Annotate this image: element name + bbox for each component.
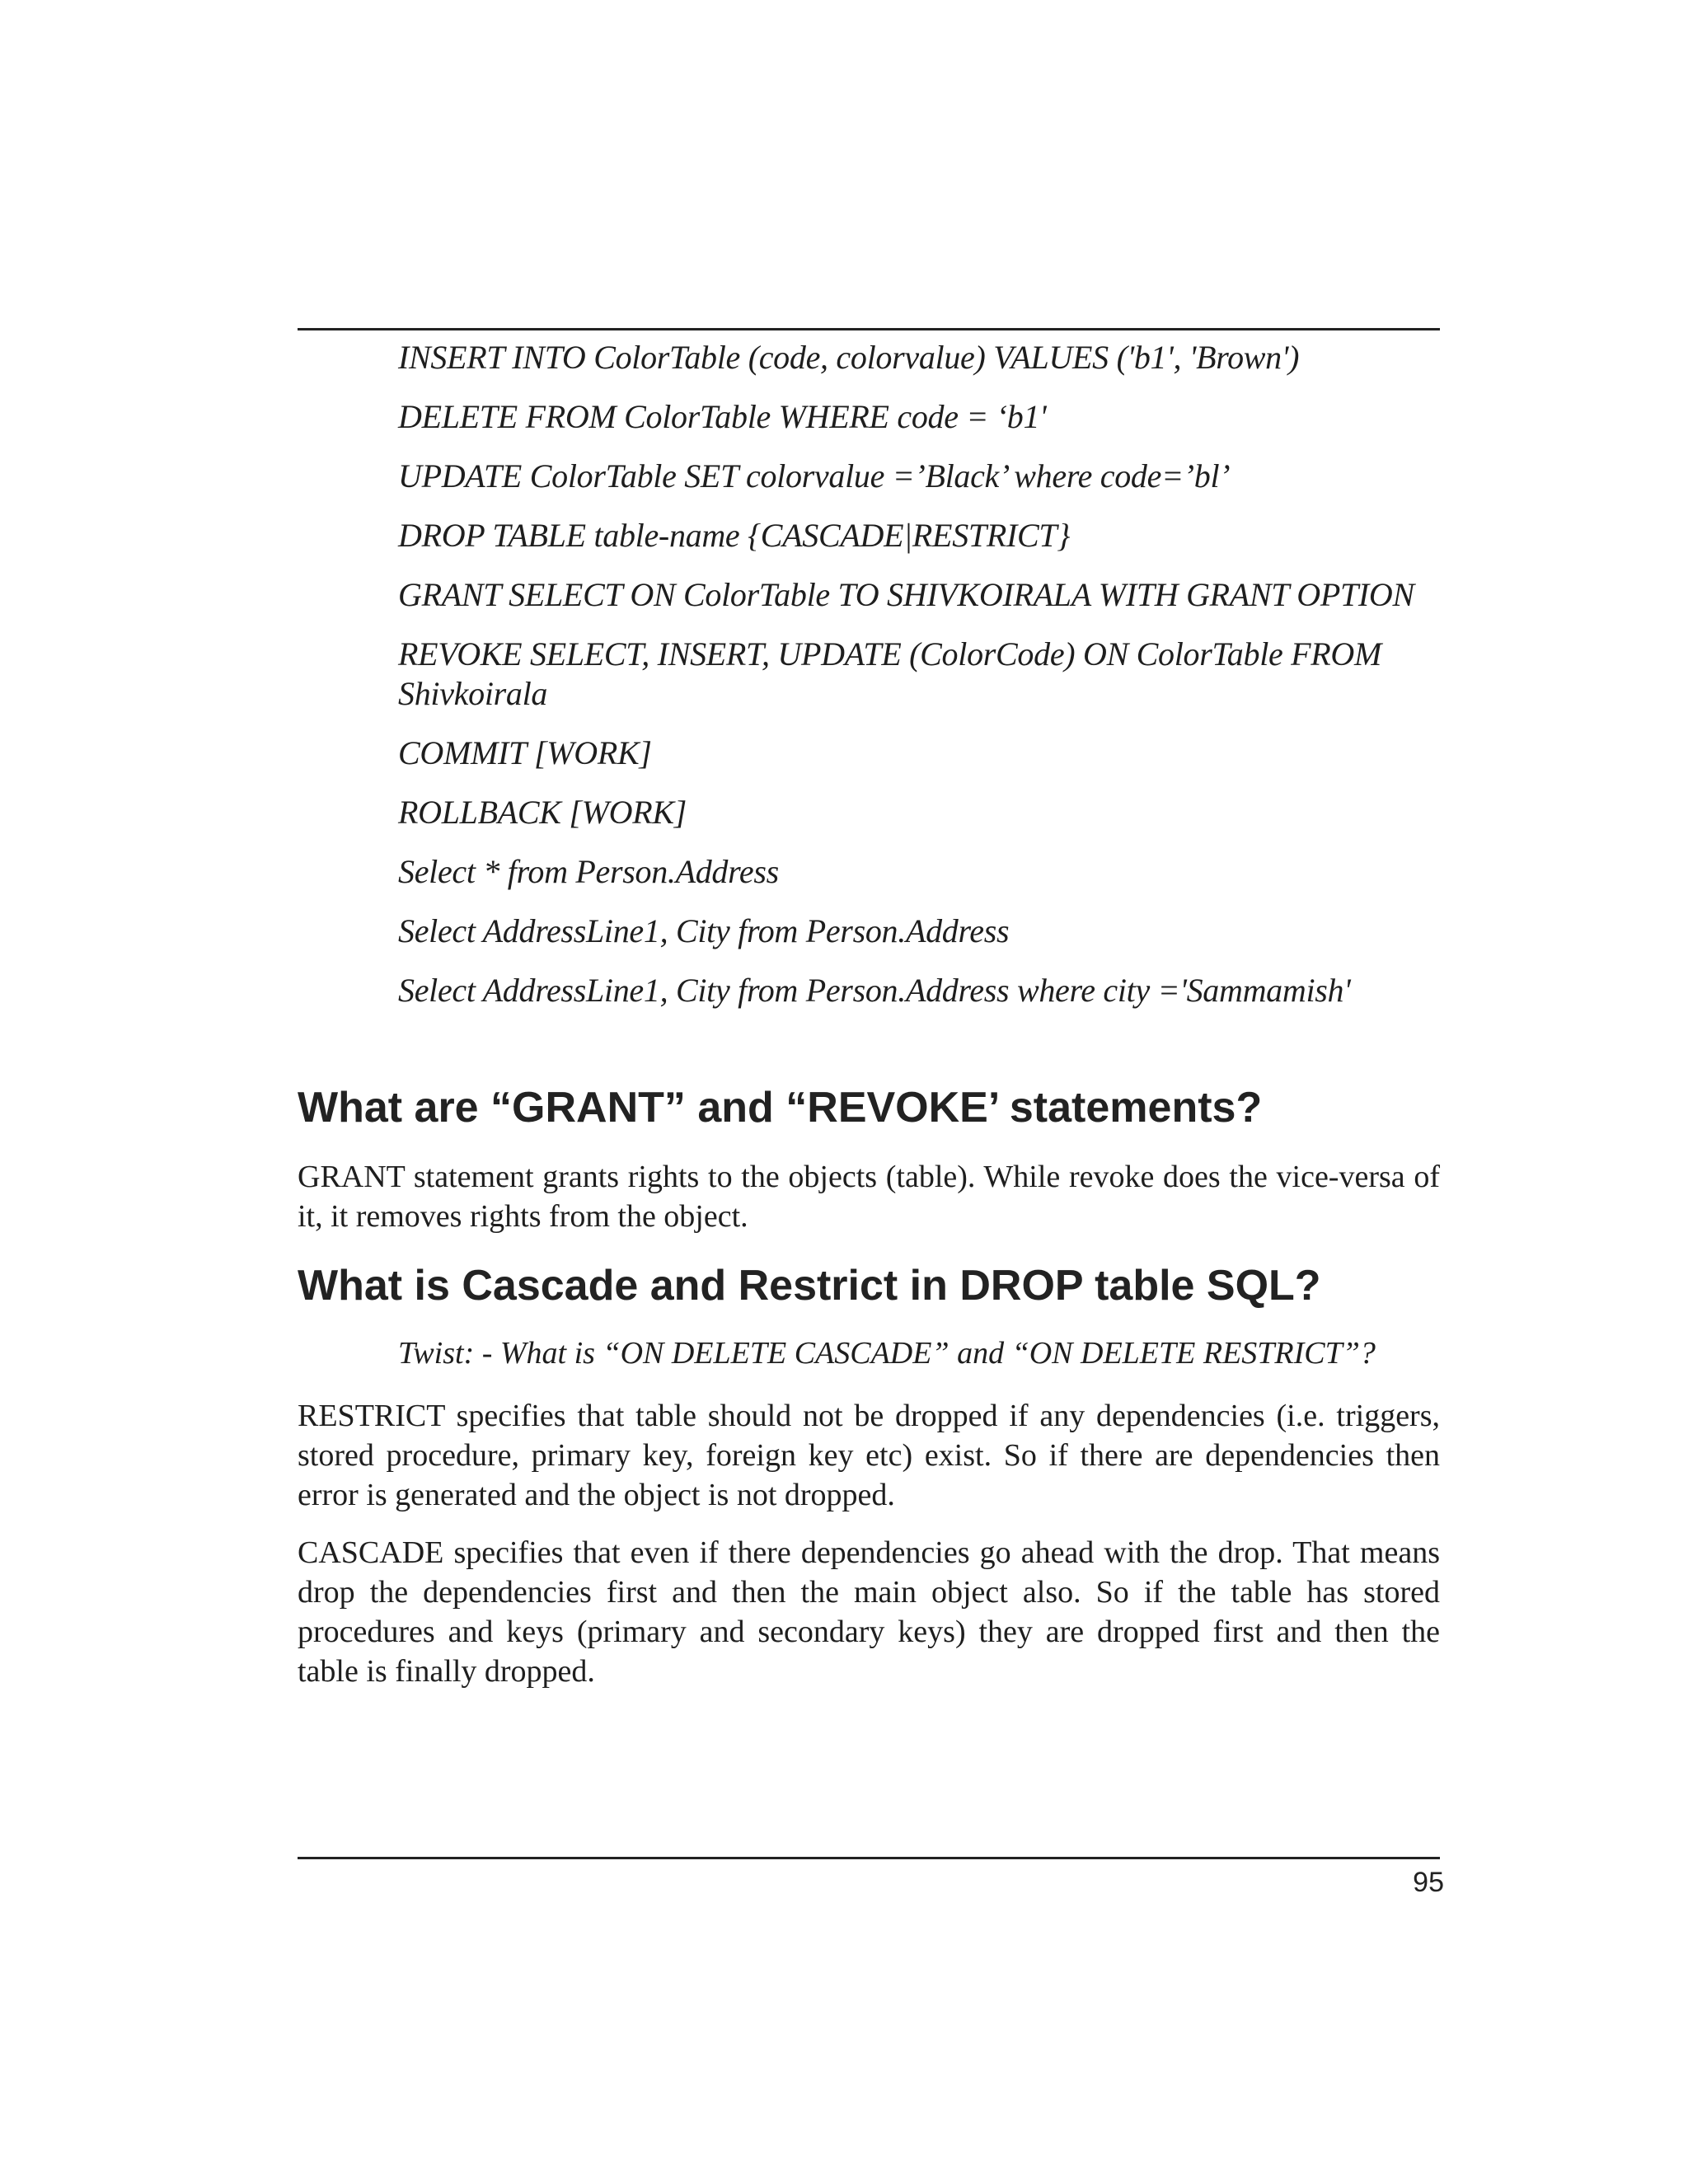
paragraph-restrict: RESTRICT specifies that table should not be dropped if any dependencies (i.e. triggers, stored procedure, primary key, foreign key etc) exist. So if there are dependencies then error is generated and the object is not dropped.: [298, 1399, 1440, 1512]
code-line-select-all: Select * from Person.Address: [398, 853, 779, 890]
code-line-grant: GRANT SELECT ON ColorTable TO SHIVKOIRALA WITH GRANT OPTION: [398, 576, 1414, 613]
paragraph-grant-revoke: GRANT statement grants rights to the objects (table). While revoke does the vice-versa of it, it removes rights from the object.: [298, 1160, 1440, 1234]
code-line-select-columns: Select AddressLine1, City from Person.Address: [398, 912, 1010, 949]
paragraph-cascade: CASCADE specifies that even if there dependencies go ahead with the drop. That means drop the dependencies first and then the main object also. So if the table has stored procedures and keys (primary and secondary keys) they are dropped first and then the table is finally dropped.: [298, 1535, 1440, 1689]
twist-question: Twist: - What is “ON DELETE CASCADE” and “ON DELETE RESTRICT”?: [398, 1336, 1376, 1371]
code-line-insert: INSERT INTO ColorTable (code, colorvalue) VALUES ('b1', 'Brown'): [398, 339, 1300, 376]
header-rule: [298, 328, 1440, 330]
section-heading-grant-revoke: What are “GRANT” and “REVOKE’ statements?: [298, 1084, 1263, 1132]
code-line-commit: COMMIT [WORK]: [398, 734, 652, 771]
code-line-drop-table: DROP TABLE table-name {CASCADE|RESTRICT}: [398, 517, 1071, 554]
code-line-update: UPDATE ColorTable SET colorvalue =’Black’ where code=’bl’: [398, 457, 1231, 494]
code-line-rollback: ROLLBACK [WORK]: [398, 794, 687, 831]
sql-code-block: [398, 338, 1437, 1030]
code-line-revoke: REVOKE SELECT, INSERT, UPDATE (ColorCode) ON ColorTable FROM Shivkoirala: [398, 635, 1382, 712]
section-heading-cascade-restrict: What is Cascade and Restrict in DROP table SQL?: [298, 1262, 1321, 1310]
code-line-delete: DELETE FROM ColorTable WHERE code = ‘b1': [398, 398, 1047, 435]
code-line-select-where: Select AddressLine1, City from Person.Address where city ='Sammamish': [398, 972, 1351, 1009]
footer-rule: [298, 1857, 1440, 1859]
page-number: 95: [1413, 1867, 1444, 1898]
